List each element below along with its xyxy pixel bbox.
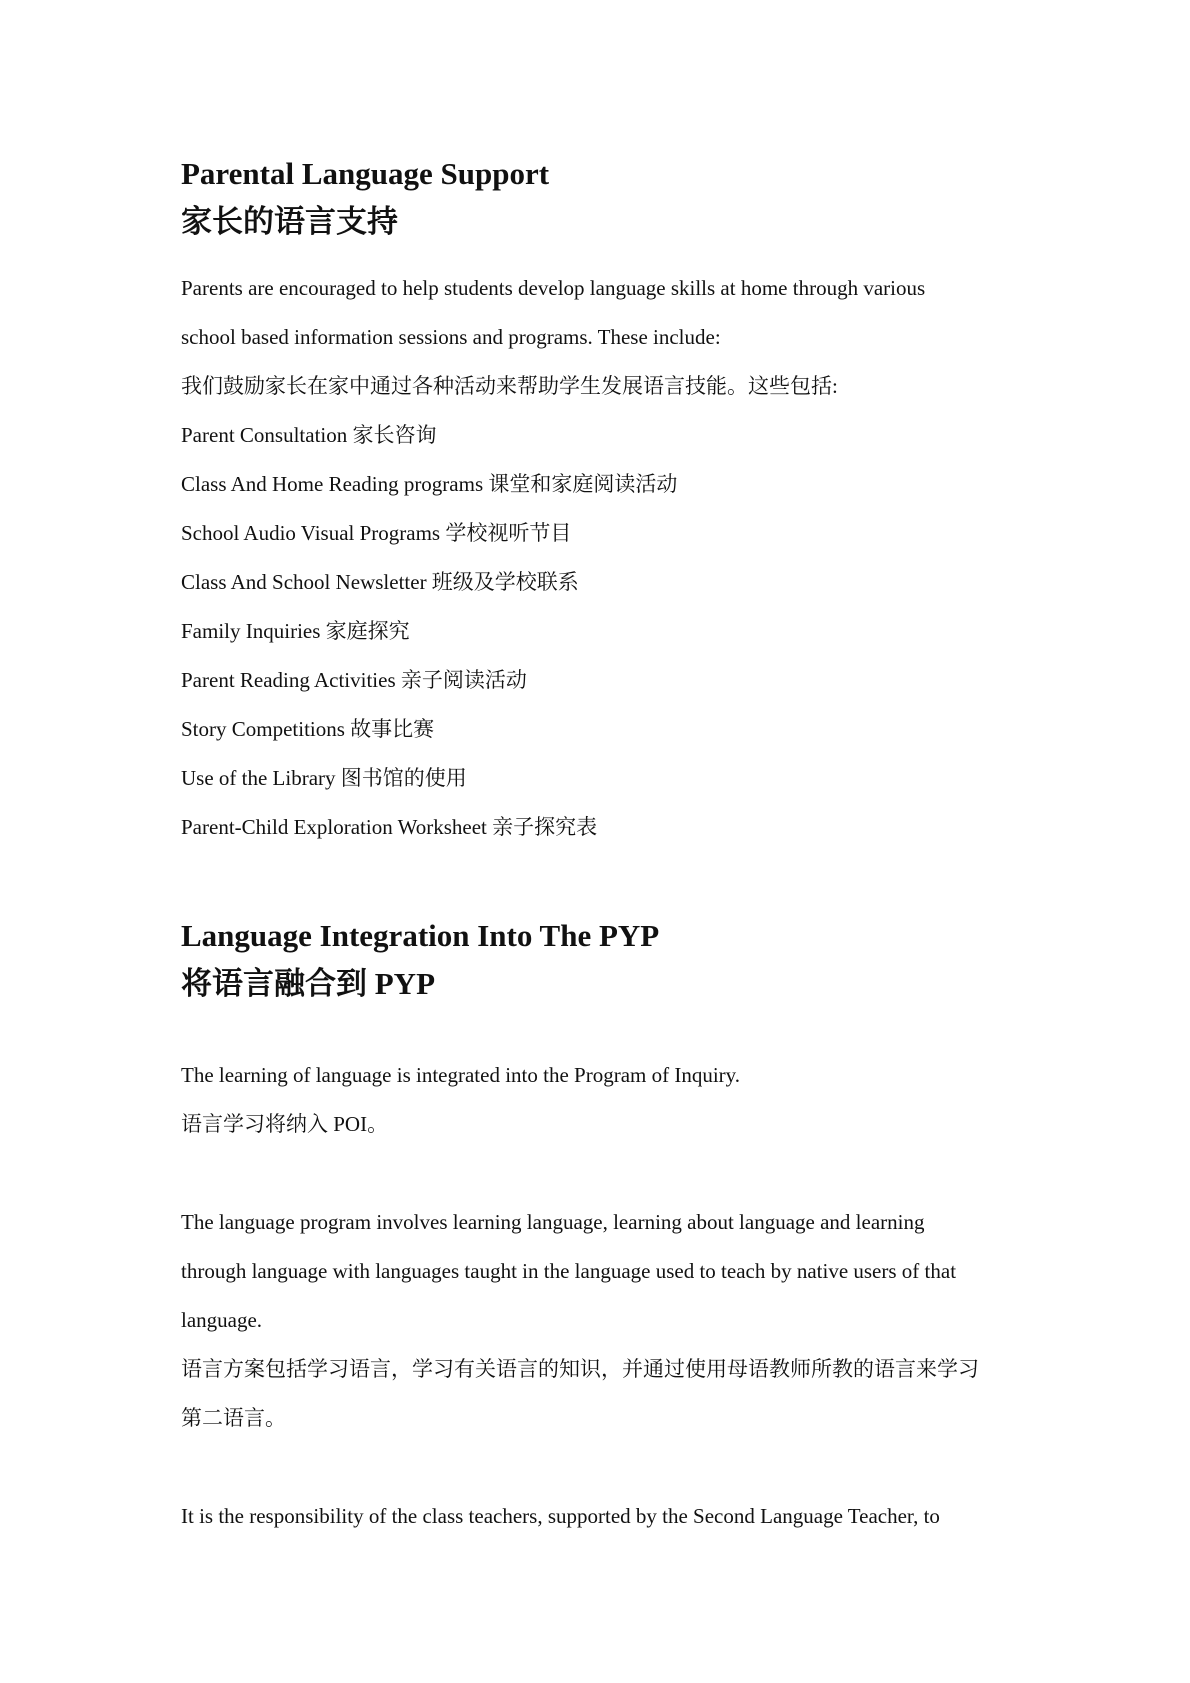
list-item: Class And Home Reading programs 课堂和家庭阅读活动 [181, 472, 678, 496]
paragraph-line: through language with languages taught in the language used to teach by native users of that [181, 1259, 957, 1283]
heading-english: Parental Language Support [181, 156, 550, 191]
list-item: Story Competitions 故事比赛 [181, 717, 435, 741]
intro-line-chinese: 我们鼓励家长在家中通过各种活动来帮助学生发展语言技能。这些包括: [181, 374, 838, 398]
paragraph-line-chinese: 语言方案包括学习语言，学习有关语言的知识，并通过使用母语教师所教的语言来学习 [181, 1357, 979, 1381]
paragraph-line-chinese: 第二语言。 [181, 1406, 286, 1430]
list-item: Parent-Child Exploration Worksheet 亲子探究表 [181, 815, 598, 839]
list-item: Family Inquiries 家庭探究 [181, 619, 410, 643]
paragraph-line: language. [181, 1308, 263, 1332]
paragraph-line-chinese: 语言学习将纳入 POI。 [181, 1112, 389, 1136]
list-item: Parent Reading Activities 亲子阅读活动 [181, 668, 527, 692]
intro-line: Parents are encouraged to help students develop language skills at home through various [181, 276, 926, 300]
paragraph-line: The learning of language is integrated into the Program of Inquiry. [181, 1063, 741, 1087]
section-heading-pyp-integration [181, 912, 659, 1008]
list-item: Use of the Library 图书馆的使用 [181, 766, 467, 790]
list-item: School Audio Visual Programs 学校视听节目 [181, 521, 572, 545]
list-item: Class And School Newsletter 班级及学校联系 [181, 570, 579, 594]
paragraph-language-program [181, 1198, 979, 1443]
paragraph-responsibility [181, 1492, 940, 1541]
paragraph-line: The language program involves learning language, learning about language and learning [181, 1210, 925, 1234]
heading-chinese: 将语言融合到 PYP [181, 966, 436, 1001]
heading-chinese: 家长的语言支持 [181, 204, 398, 239]
list-item: Parent Consultation 家长咨询 [181, 423, 437, 447]
paragraph-poi [181, 1051, 740, 1149]
intro-line: school based information sessions and programs. These include: [181, 325, 721, 349]
program-list [181, 411, 677, 852]
paragraph-line: It is the responsibility of the class teachers, supported by the Second Language Teacher, to [181, 1504, 940, 1528]
section-heading-parental-support [181, 150, 549, 246]
intro-paragraph [181, 264, 925, 411]
heading-english: Language Integration Into The PYP [181, 918, 660, 953]
